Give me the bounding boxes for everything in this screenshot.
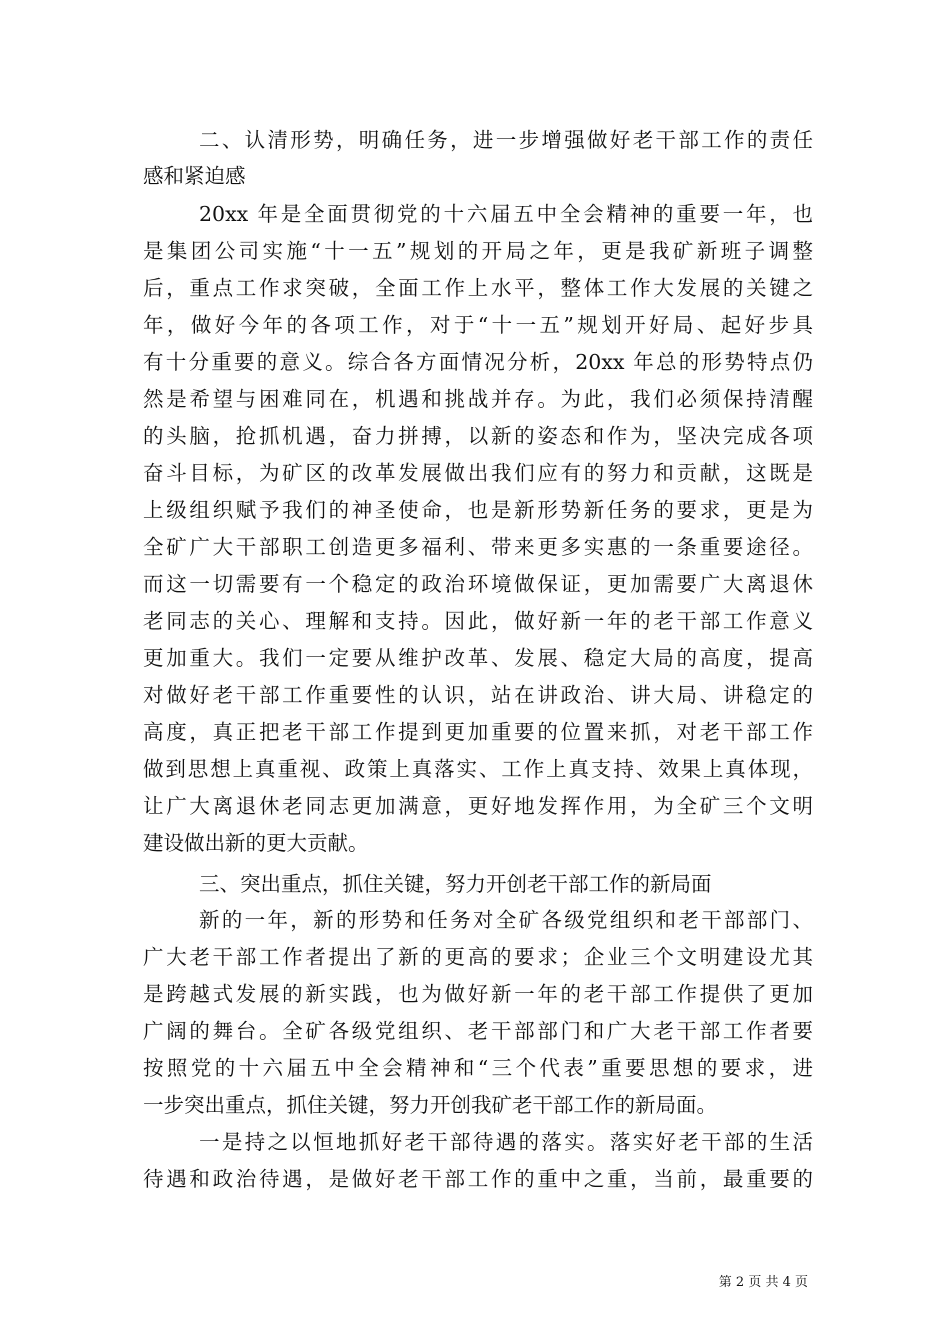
text-line: 是集团公司实施“十一五”规划的开局之年，更是我矿新班子调整 [143, 239, 813, 263]
text-line: 建设做出新的更大贡献。 [143, 831, 369, 855]
text-line: 老同志的关心、理解和支持。因此，做好新一年的老干部工作意义 [143, 609, 813, 633]
text-line: 上级组织赋予我们的神圣使命，也是新形势新任务的要求，更是为 [143, 498, 813, 522]
text-line: 待遇和政治待遇，是做好老干部工作的重中之重，当前，最重要的 [143, 1167, 813, 1191]
text-line: 广大老干部工作者提出了新的更高的要求；企业三个文明建设尤其 [143, 945, 813, 969]
text-line: 全矿广大干部职工创造更多福利、带来更多实惠的一条重要途径。 [143, 535, 813, 559]
text-line: 更加重大。我们一定要从维护改革、发展、稳定大局的高度，提高 [143, 646, 813, 670]
text-line: 广阔的舞台。全矿各级党组织、老干部部门和广大老干部工作者要 [143, 1019, 813, 1043]
text-line: 让广大离退休老同志更加满意，更好地发挥作用，为全矿三个文明 [143, 794, 813, 818]
text-line: 对做好老干部工作重要性的认识，站在讲政治、讲大局、讲稳定的 [143, 683, 813, 707]
text-line: 的头脑，抢抓机遇，奋力拼搏，以新的姿态和作为，坚决完成各项 [143, 424, 813, 448]
text-line: 有十分重要的意义。综合各方面情况分析，20xx 年总的形势特点仍 [143, 350, 813, 374]
text-line: 一步突出重点，抓住关键，努力开创我矿老干部工作的新局面。 [143, 1093, 717, 1117]
text-line: 是跨越式发展的新实践，也为做好新一年的老干部工作提供了更加 [143, 982, 813, 1006]
section-heading-3: 三、突出重点，抓住关键，努力开创老干部工作的新局面 [199, 872, 712, 896]
paragraph-first-line: 20xx 年是全面贯彻党的十六届五中全会精神的重要一年，也 [199, 202, 813, 226]
text-line: 做到思想上真重视、政策上真落实、工作上真支持、效果上真体现， [143, 757, 813, 781]
text-line: 感和紧迫感 [143, 164, 246, 188]
text-line: 按照党的十六届五中全会精神和“三个代表”重要思想的要求，进 [143, 1056, 813, 1080]
text-line: 后，重点工作求突破，全面工作上水平，整体工作大发展的关键之 [143, 276, 813, 300]
text-line: 而这一切需要有一个稳定的政治环境做保证，更加需要广大离退休 [143, 572, 813, 596]
section-heading-2: 二、认清形势，明确任务，进一步增强做好老干部工作的责任 [199, 128, 813, 152]
text-line: 年，做好今年的各项工作，对于“十一五”规划开好局、起好步具 [143, 313, 813, 337]
paragraph-first-line: 新的一年，新的形势和任务对全矿各级党组织和老干部部门、 [199, 908, 813, 932]
page-number: 第 2 页 共 4 页 [718, 1275, 808, 1290]
text-line: 高度，真正把老干部工作提到更加重要的位置来抓，对老干部工作 [143, 720, 813, 744]
paragraph-first-line: 一是持之以恒地抓好老干部待遇的落实。落实好老干部的生活 [199, 1130, 813, 1154]
text-line: 然是希望与困难同在，机遇和挑战并存。为此，我们必须保持清醒 [143, 387, 813, 411]
text-line: 奋斗目标，为矿区的改革发展做出我们应有的努力和贡献，这既是 [143, 461, 813, 485]
